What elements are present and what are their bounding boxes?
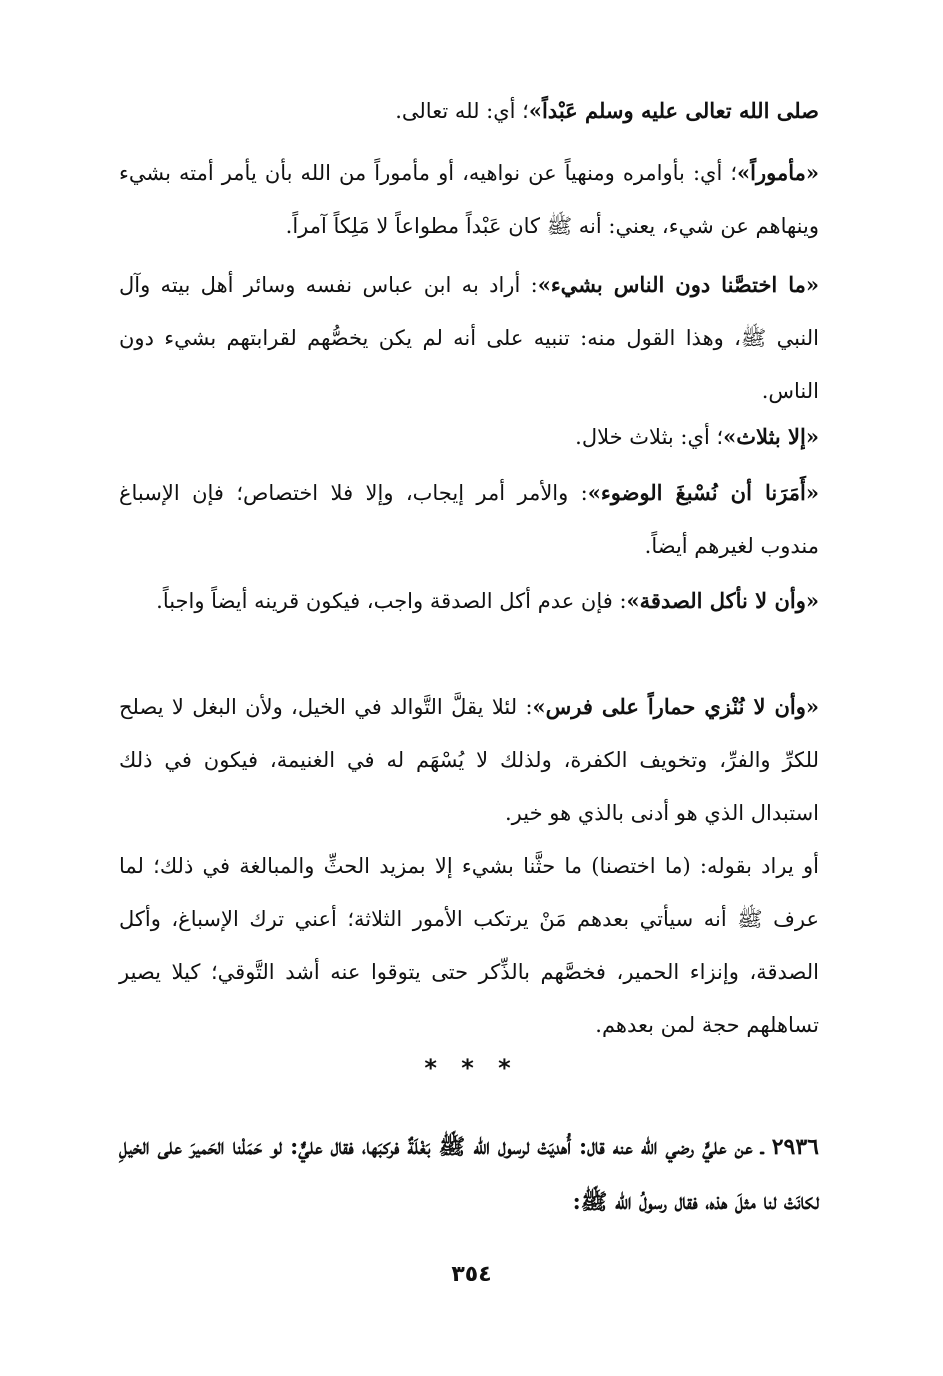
page-number: ٣٥٤ xyxy=(451,1262,492,1287)
paragraph-2 xyxy=(119,146,819,253)
lemma-1: صلى الله تعالى عليه وسلم عَبْداً» xyxy=(528,98,819,123)
paragraph-6 xyxy=(119,574,819,628)
paragraph-5 xyxy=(119,466,819,573)
paragraph-7 xyxy=(119,680,819,840)
paragraph-3 xyxy=(119,258,819,418)
commentary-4: ؛ أي: بثلاث خلال. xyxy=(575,425,724,449)
commentary-2: ؛ أي: بأوامره ومنهياً عن نواهيه، أو مأموراً من الله بأن يأمر أمته بشيء وينهاهم عن شيء، يعني: أنه ﷺ كان عَبْداً مطواعاً لا مَلِكاً آمراً. xyxy=(119,161,819,238)
commentary-7: : لئلا يقلَّ التَّوالد في الخيل، ولأن البغل لا يصلح للكرِّ والفرِّ، وتخويف الكفرة، ولذلك لا يُسْهَم له في الغنيمة، فيكون في ذلك استبدال الذي هو أدنى بالذي هو خير. xyxy=(119,695,819,825)
section-separator: * * * xyxy=(424,1054,519,1082)
hadith-text: ٢٩٣٦ ـ عن عليٍّ رضي الله عنه قال: أُهديَتْ لرسول الله ﷺ بَغْلَةٌ فركبَها، فقال عليٌّ: لو حَمَلْنا الحَميرَ على الخيلِ لكانَتْ لنا مثلَ هذه، فقال رسولُ الله ﷺ: xyxy=(119,1134,819,1215)
paragraph-4 xyxy=(119,410,819,464)
lemma-4: «إلا بثلاث» xyxy=(723,424,819,449)
lemma-6: «وأن لا نأكل الصدقة» xyxy=(626,588,819,613)
commentary-3: : أراد به ابن عباس نفسه وسائر أهل بيته وآل النبي ﷺ، وهذا القول منه: تنبيه على أنه لم يكن يخصُّهم لقرابتهم بشيء دون الناس. xyxy=(119,273,819,403)
lemma-2: «مأموراً» xyxy=(737,160,819,185)
commentary-1: ؛ أي: لله تعالى. xyxy=(395,99,529,123)
commentary-6: : فإن عدم أكل الصدقة واجب، فيكون قرينه أيضاً واجباً. xyxy=(156,589,627,613)
commentary-8: أو يراد بقوله: (ما اختصنا) ما حثَّنا بشيء إلا بمزيد الحثِّ والمبالغة في ذلك؛ لما عرف ﷺ أنه سيأتي بعدهم مَنْ يرتكب الأمور الثلاثة؛ أعني ترك الإسباغ، وأكل الصدقة، وإنزاء الحمير، فخصَّهم بالذِّكر حتى يتوقوا عنه أشد التَّوقي؛ كيلا يصير تساهلهم حجة لمن بعدهم. xyxy=(119,854,819,1037)
lemma-7: «وأن لا نُنْزي حماراً على فرس» xyxy=(532,694,819,719)
commentary-5: : والأمر أمر إيجاب، وإلا فلا اختصاص؛ فإن الإسباغ مندوب لغيرهم أيضاً. xyxy=(119,481,819,558)
lemma-5: «أَمَرَنا أن نُسْبغَ الوضوء» xyxy=(587,480,819,505)
lemma-3: «ما اختصَّنا دون الناس بشيء» xyxy=(537,272,819,297)
paragraph-8 xyxy=(119,840,819,1052)
paragraph-1 xyxy=(119,84,819,138)
